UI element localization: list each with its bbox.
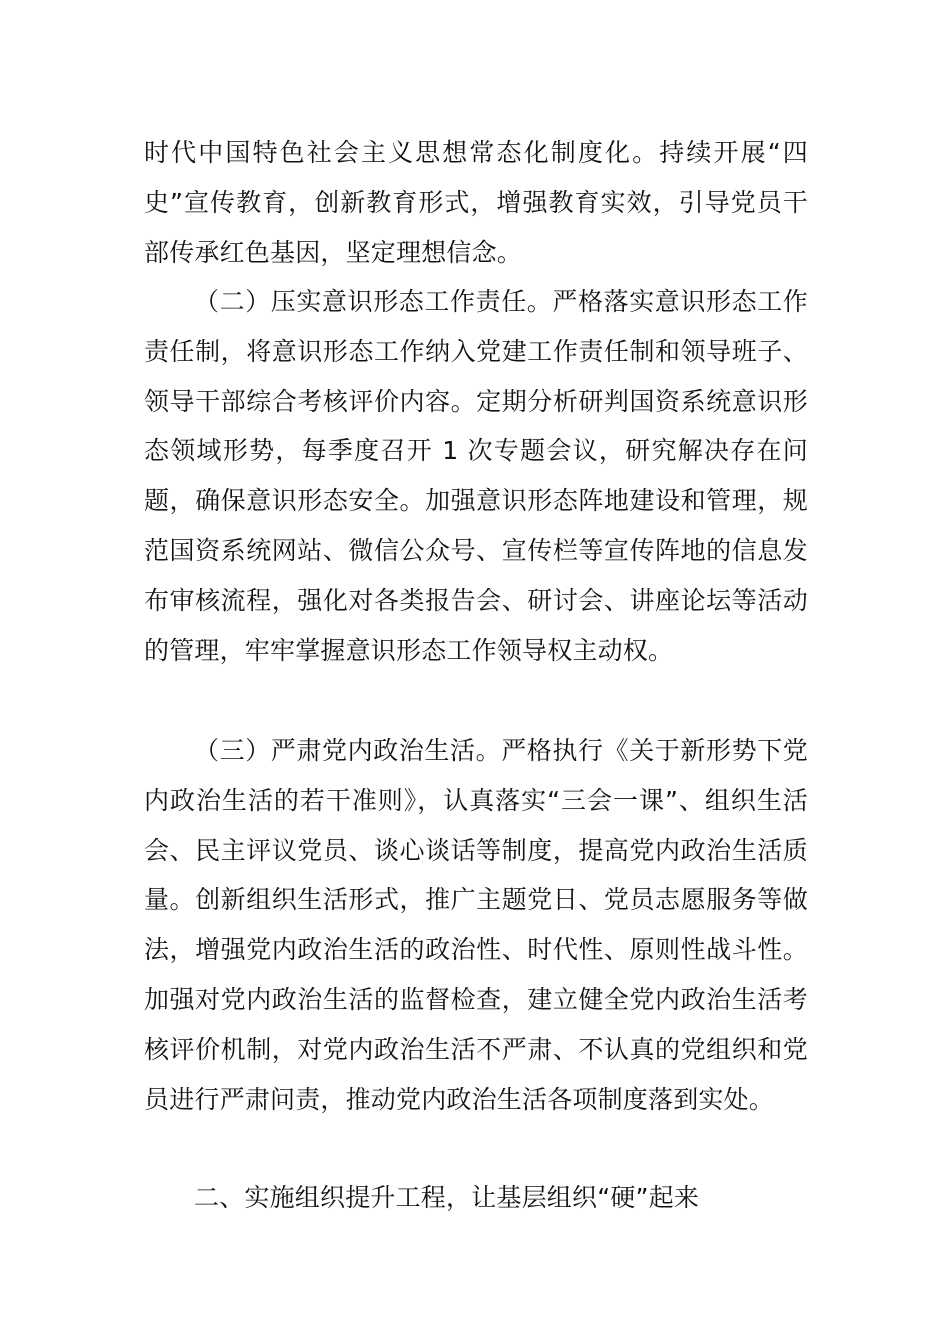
section-heading: 二、实施组织提升工程，让基层组织“硬”起来 bbox=[194, 1183, 700, 1212]
paragraph-ideology-responsibility: （二）压实意识形态工作责任。严格落实意识形态工作责任制，将意识形态工作纳入党建工作责任制和领导班子、领导干部综合考核评价内容。定期分析研判国资系统意识形态领域形势，每季度召开 1 次专题会议，研究解决存在问题，确保意识形态安全。加强意识形态阵地建设和管理，规范国资系统网站、微信公众号、宣传栏等宣传阵地的信息发布审核流程，强化对各类报告会、研讨会、讲座论坛等活动的管理，牢牢掌握意识形态工作领导权主动权。 bbox=[144, 287, 808, 665]
paragraph-continuation: 时代中国特色社会主义思想常态化制度化。持续开展“四史”宣传教育，创新教育形式，增强教育实效，引导党员干部传承红色基因，坚定理想信念。 bbox=[144, 138, 808, 267]
paragraph-political-life: （三）严肃党内政治生活。严格执行《关于新形势下党内政治生活的若干准则》，认真落实“三会一课”、组织生活会、民主评议党员、谈心谈话等制度，提高党内政治生活质量。创新组织生活形式，推广主题党日、党员志愿服务等做法，增强党内政治生活的政治性、时代性、原则性战斗性。加强对党内政治生活的监督检查，建立健全党内政治生活考核评价机制，对党内政治生活不严肃、不认真的党组织和党员进行严肃问责，推动党内政治生活各项制度落到实处。 bbox=[144, 736, 808, 1114]
